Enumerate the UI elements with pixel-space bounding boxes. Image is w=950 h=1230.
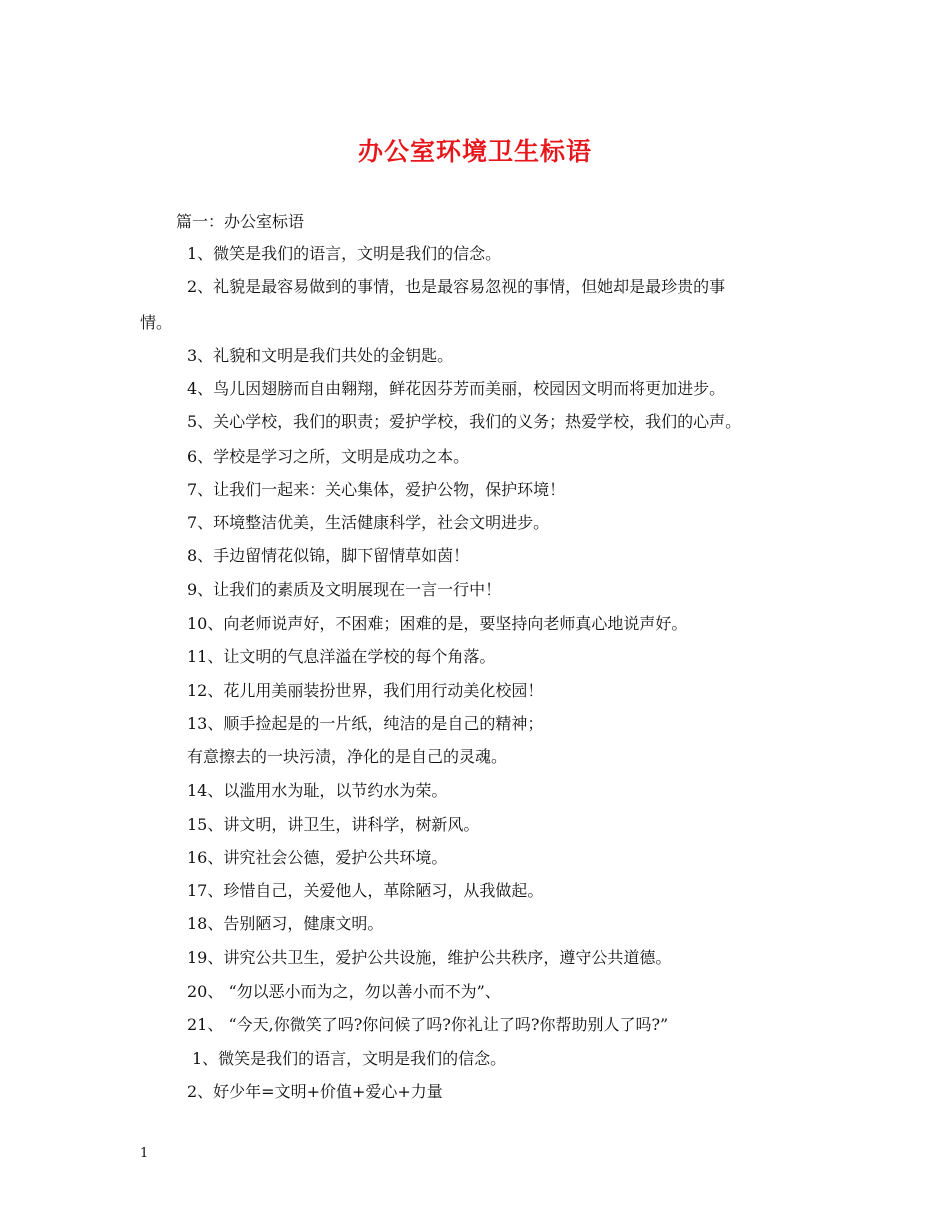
slogan-line: 1、微笑是我们的语言，文明是我们的信念。 — [192, 1049, 507, 1068]
slogan-line: 17、珍惜自己，关爱他人，革除陋习，从我做起。 — [187, 881, 544, 900]
slogan-line: 5、关心学校，我们的职责；爱护学校，我们的义务；热爱学校，我们的心声。 — [187, 412, 742, 431]
slogan-line: 8、手边留情花似锦，脚下留情草如茵！ — [187, 546, 470, 565]
page-number: 1 — [140, 1146, 149, 1161]
slogan-line: 7、让我们一起来：关心集体，爱护公物，保护环境！ — [187, 480, 566, 499]
slogan-line: 20、 “勿以恶小而为之，勿以善小而不为”、 — [187, 982, 501, 1001]
slogan-line-continuation: 情。 — [140, 313, 173, 332]
slogan-line: 11、让文明的气息洋溢在学校的每个角落。 — [187, 647, 496, 666]
slogan-line: 7、环境整洁优美，生活健康科学，社会文明进步。 — [187, 513, 550, 532]
slogan-line: 15、讲文明，讲卫生，讲科学，树新风。 — [187, 815, 480, 834]
slogan-line: 10、向老师说声好，不困难；困难的是，要坚持向老师真心地说声好。 — [187, 614, 688, 633]
slogan-line: 13、顺手捡起是的一片纸，纯洁的是自己的精神； — [187, 714, 544, 733]
slogan-line: 2、礼貌是最容易做到的事情，也是最容易忽视的事情，但她却是最珍贵的事 — [187, 277, 726, 296]
slogan-line: 12、花儿用美丽装扮世界，我们用行动美化校园！ — [187, 681, 544, 700]
slogan-line: 9、让我们的素质及文明展现在一言一行中！ — [187, 580, 502, 599]
slogan-line: 18、告别陋习，健康文明。 — [187, 914, 384, 933]
slogan-line: 16、讲究社会公德，爱护公共环境。 — [187, 848, 448, 867]
slogan-line: 2、好少年=文明+价值+爱心+力量 — [187, 1082, 443, 1101]
slogan-line: 4、鸟儿因翅膀而自由翱翔，鲜花因芬芳而美丽，校园因文明而将更加进步。 — [187, 379, 726, 398]
slogan-line: 19、讲究公共卫生，爱护公共设施，维护公共秩序，遵守公共道德。 — [187, 948, 672, 967]
slogan-line: 21、 “今天,你微笑了吗?你问候了吗?你礼让了吗?你帮助别人了吗?” — [187, 1015, 669, 1034]
slogan-line-continuation: 有意擦去的一块污渍，净化的是自己的灵魂。 — [187, 747, 508, 766]
slogan-line: 1、微笑是我们的语言，文明是我们的信念。 — [187, 244, 502, 263]
slogan-line: 14、以滥用水为耻，以节约水为荣。 — [187, 781, 448, 800]
document-title: 办公室环境卫生标语 — [357, 137, 592, 166]
section-heading: 篇一：办公室标语 — [176, 212, 305, 231]
slogan-line: 3、礼貌和文明是我们共处的金钥匙。 — [187, 346, 454, 365]
slogan-line: 6、学校是学习之所，文明是成功之本。 — [187, 447, 470, 466]
